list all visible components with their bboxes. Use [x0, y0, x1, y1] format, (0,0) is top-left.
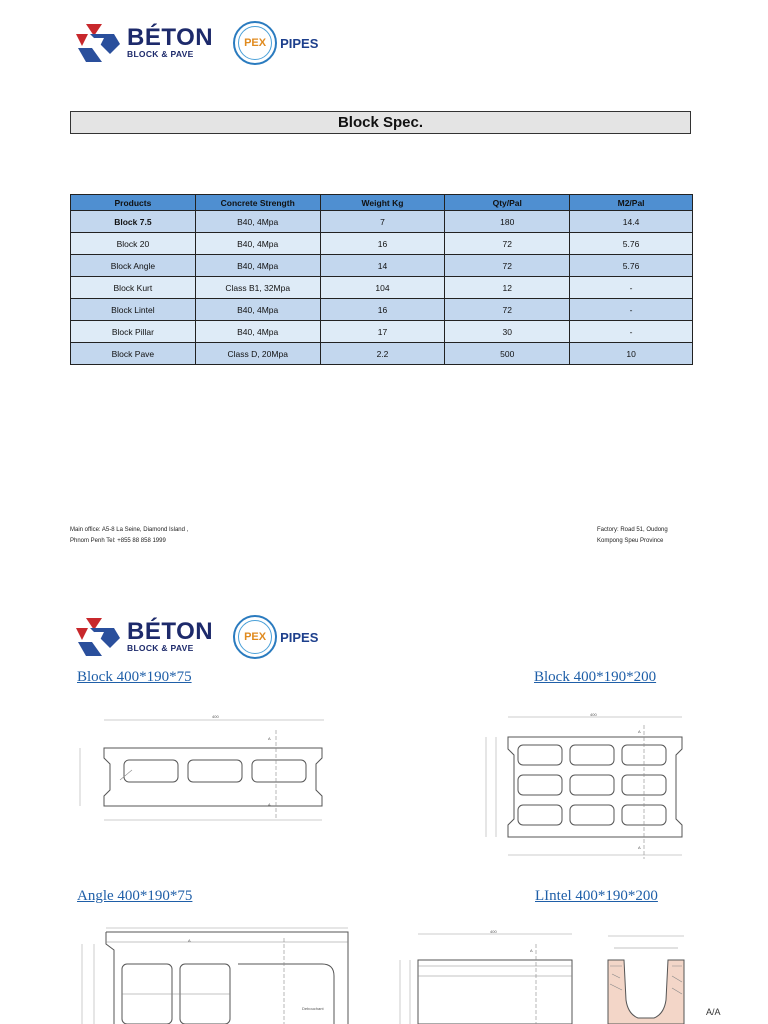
pex-ring-logo-icon: [233, 615, 277, 659]
table-cell: Block 7.5: [71, 211, 196, 233]
beton-tagline: BLOCK & PAVE: [127, 643, 194, 653]
table-cell: 500: [445, 343, 570, 365]
pex-ring-logo-icon: [233, 21, 277, 65]
table-cell: B40, 4Mpa: [195, 211, 320, 233]
table-header-cell: M2/Pal: [570, 195, 693, 211]
table-cell: 2.2: [320, 343, 445, 365]
table-header-cell: Qty/Pal: [445, 195, 570, 211]
table-cell: B40, 4Mpa: [195, 299, 320, 321]
table-cell: Block Pave: [71, 343, 196, 365]
table-cell: 16: [320, 233, 445, 255]
table-cell: 14: [320, 255, 445, 277]
angle-technical-drawing: [72, 924, 352, 1024]
table-cell: -: [570, 299, 693, 321]
section-marker: A: [530, 948, 533, 953]
beton-brand-name: BÉTON: [127, 618, 214, 645]
table-cell: B40, 4Mpa: [195, 255, 320, 277]
section-marker: A: [268, 736, 271, 741]
table-cell: 17: [320, 321, 445, 343]
dimension-label: 400: [590, 712, 597, 717]
pex-label: PEX: [244, 631, 267, 643]
table-cell: Block Angle: [71, 255, 196, 277]
table-cell: 104: [320, 277, 445, 299]
lintel-technical-drawing: [388, 930, 692, 1024]
beton-cube-logo-icon: [74, 614, 124, 660]
table-row: [71, 321, 693, 343]
table-cell: 14.4: [570, 211, 693, 233]
factory-address: [597, 525, 687, 547]
table-cell: 10: [570, 343, 693, 365]
pipes-label: PIPES: [280, 35, 319, 51]
table-cell: 72: [445, 233, 570, 255]
angle-note: Debouchant: [302, 1006, 324, 1011]
table-cell: B40, 4Mpa: [195, 321, 320, 343]
table-cell: 12: [445, 277, 570, 299]
table-row: [71, 343, 693, 365]
table-cell: B40, 4Mpa: [195, 233, 320, 255]
table-cell: 180: [445, 211, 570, 233]
factory-line: Kompong Speu Province: [597, 538, 664, 544]
table-cell: 5.76: [570, 255, 693, 277]
table-header-row: [71, 195, 693, 211]
page-title: Block Spec.: [70, 111, 691, 134]
pex-label: PEX: [244, 37, 267, 49]
main-office-address: [70, 525, 188, 547]
pipes-label: PIPES: [280, 629, 319, 645]
logo-bar-top: [74, 20, 318, 66]
block-200-drawing-link[interactable]: Block 400*190*200: [534, 669, 657, 685]
main-office-line: Phnom Penh Tel: +855 88 858 1999: [70, 538, 166, 544]
table-cell: 72: [445, 255, 570, 277]
table-row: [71, 299, 693, 321]
angle-drawing-link[interactable]: Angle 400*190*75: [77, 888, 193, 904]
table-cell: Class B1, 32Mpa: [195, 277, 320, 299]
block-200-technical-drawing: [478, 711, 688, 863]
section-marker: A: [188, 938, 191, 943]
table-header-cell: Weight Kg: [320, 195, 445, 211]
section-mark-label: A/A: [706, 1007, 721, 1017]
table-cell: Block Kurt: [71, 277, 196, 299]
lintel-drawing-link[interactable]: LIntel 400*190*200: [535, 888, 658, 904]
table-cell: Block Pillar: [71, 321, 196, 343]
table-cell: Class D, 20Mpa: [195, 343, 320, 365]
table-cell: -: [570, 277, 693, 299]
logo-bar-second: [74, 614, 318, 660]
factory-line: Factory: Road 51, Oudong: [597, 527, 668, 533]
beton-tagline: BLOCK & PAVE: [127, 49, 194, 59]
dimension-label: 400: [212, 714, 219, 719]
table-cell: 7: [320, 211, 445, 233]
table-cell: Block 20: [71, 233, 196, 255]
table-row: [71, 211, 693, 233]
table-header-cell: Concrete Strength: [195, 195, 320, 211]
table-cell: 30: [445, 321, 570, 343]
beton-cube-logo-icon: [74, 20, 124, 66]
table-cell: 16: [320, 299, 445, 321]
block-75-technical-drawing: [72, 708, 327, 828]
section-marker: A: [638, 729, 641, 734]
table-cell: 5.76: [570, 233, 693, 255]
table-cell: Block Lintel: [71, 299, 196, 321]
table-cell: 72: [445, 299, 570, 321]
table-row: [71, 277, 693, 299]
spec-table: [70, 194, 693, 365]
section-marker: A: [638, 845, 641, 850]
beton-brand-name: BÉTON: [127, 24, 214, 51]
dimension-label: 400: [490, 930, 497, 934]
block-75-drawing-link[interactable]: Block 400*190*75: [77, 669, 192, 685]
table-header-cell: Products: [71, 195, 196, 211]
main-office-line: Main office: A5-8 La Seine, Diamond Island ,: [70, 527, 189, 533]
table-cell: -: [570, 321, 693, 343]
table-row: [71, 233, 693, 255]
table-row: [71, 255, 693, 277]
section-marker: A: [268, 802, 271, 807]
